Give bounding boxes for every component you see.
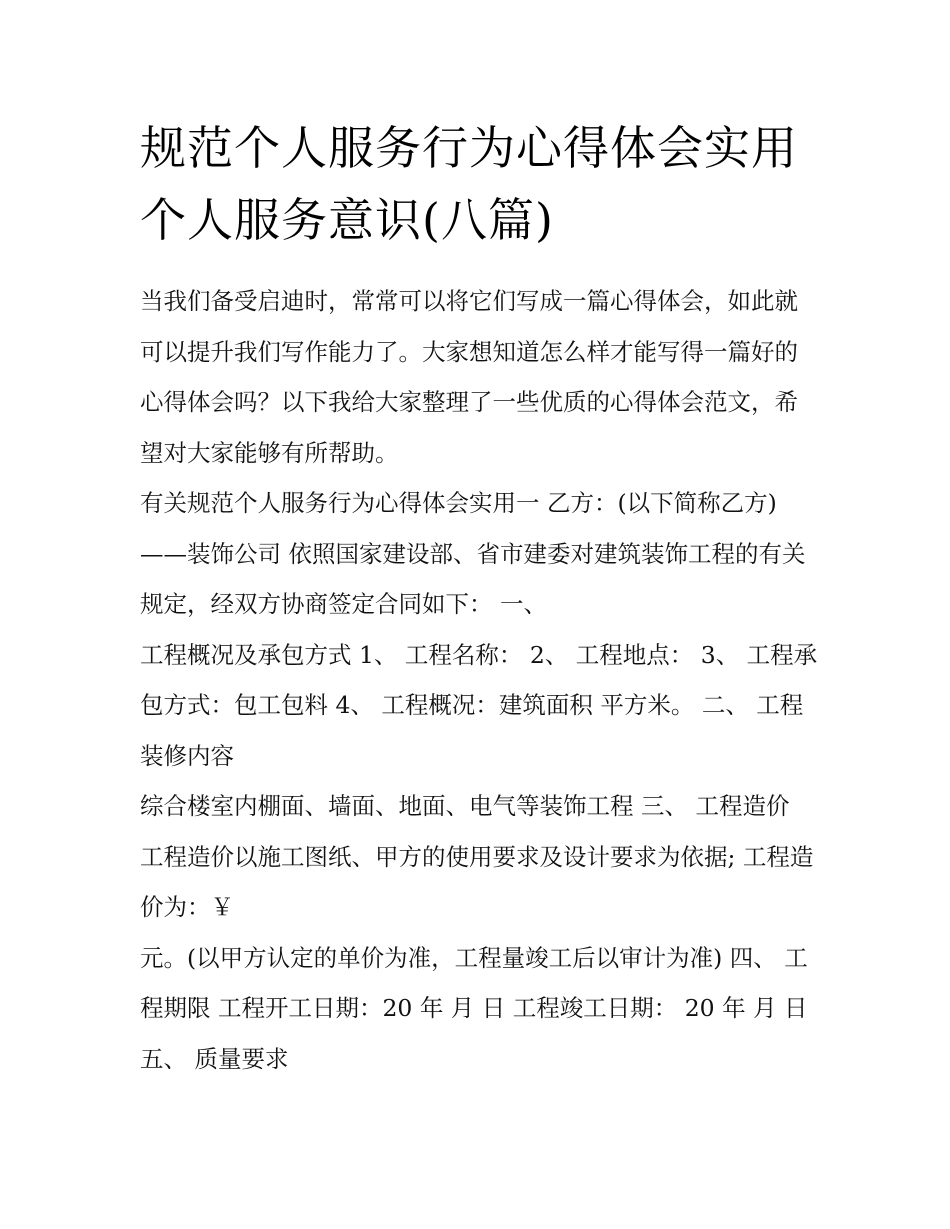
project-cost-paragraph: 综合楼室内棚面、墙面、地面、电气等装饰工程 三、 工程造价 工程造价以施工图纸、甲方的使用要求及设计要求为依据; 工程造价为：￥ bbox=[140, 792, 814, 921]
document-body bbox=[140, 276, 820, 1084]
contract-intro-paragraph: 有关规范个人服务行为心得体会实用一 乙方：(以下简称乙方)——装饰公司 依照国家建设部、省市建委对建筑装饰工程的有关规定，经双方协商签定合同如下： 一、 bbox=[140, 489, 806, 618]
document-title: 规范个人服务行为心得体会实用 个人服务意识(八篇) bbox=[140, 121, 798, 247]
project-schedule-paragraph: 元。(以甲方认定的单价为准，工程量竣工后以审计为准) 四、 工程期限 工程开工日期：20 年 月 日 工程竣工日期： 20 年 月 日 五、 质量要求 bbox=[140, 943, 808, 1073]
intro-paragraph: 当我们备受启迪时，常常可以将它们写成一篇心得体会，如此就可以提升我们写作能力了。大家想知道怎么样才能写得一篇好的心得体会吗？以下我给大家整理了一些优质的心得体会范文，希望对大家能够有所帮助。 bbox=[140, 287, 798, 467]
project-overview-paragraph: 工程概况及承包方式 1、 工程名称： 2、 工程地点： 3、 工程承包方式：包工包料 4、 工程概况：建筑面积 平方米。 二、 工程装修内容 bbox=[140, 640, 818, 770]
